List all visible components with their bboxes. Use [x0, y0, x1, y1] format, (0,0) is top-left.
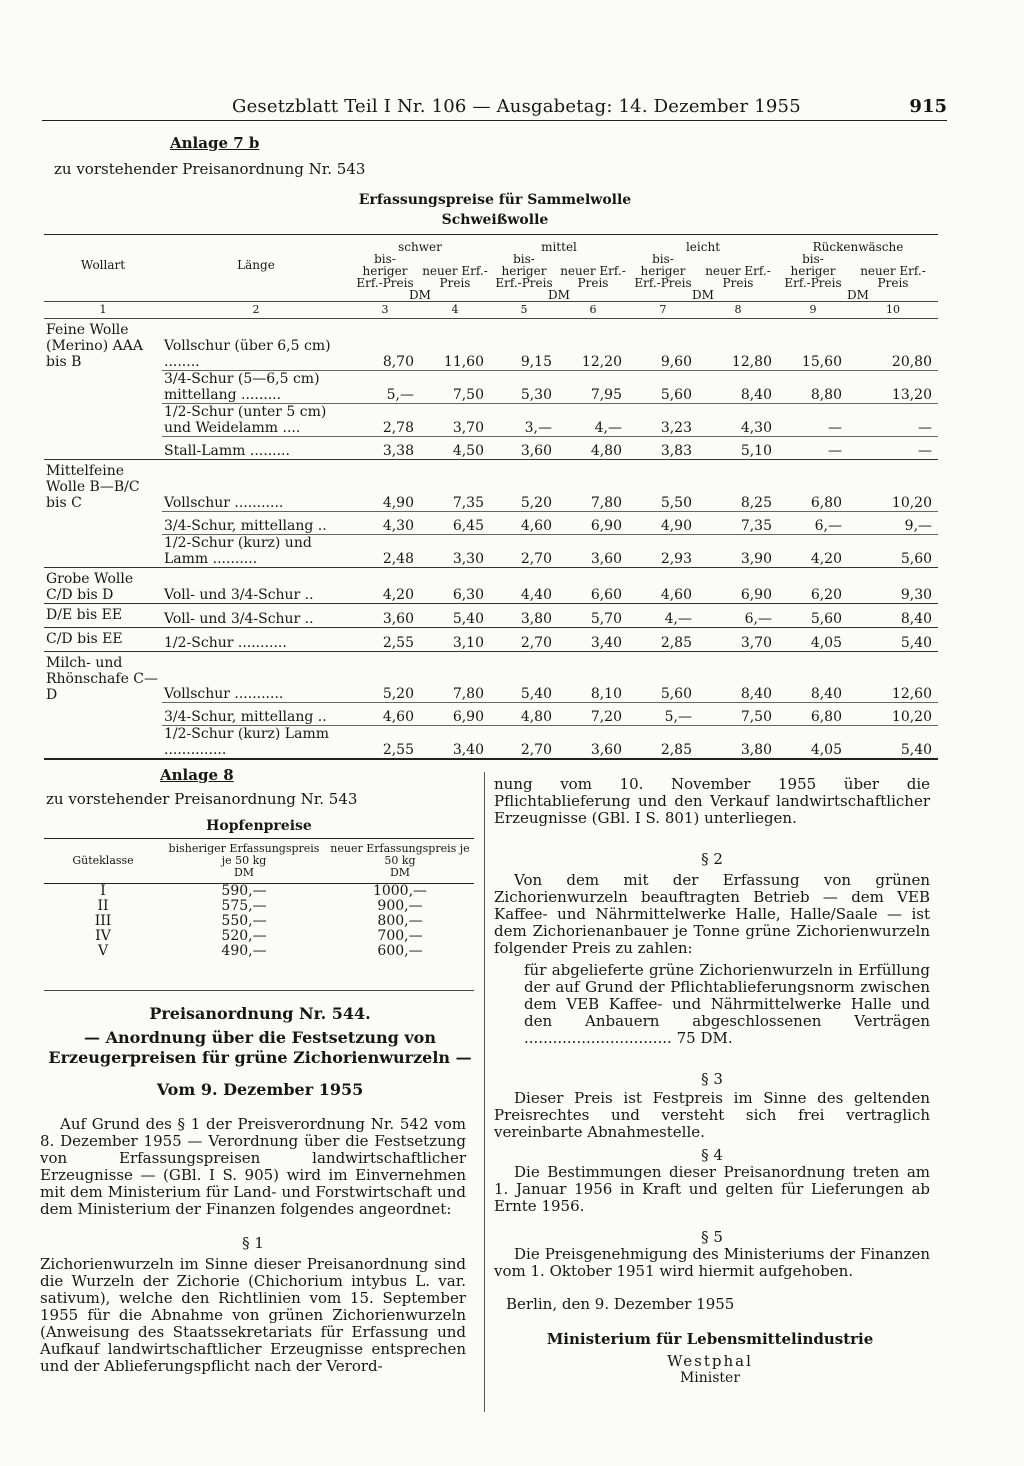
price-cell: 2,55	[350, 627, 420, 651]
ordinance-subtitle-1: — Anordnung über die Festsetzung von	[84, 1028, 436, 1047]
sub-header-new: neuer Erf.-Preis	[860, 264, 926, 290]
price-cell: 8,40	[848, 603, 938, 627]
price-cell: 3,70	[420, 403, 490, 436]
price-cell: 8,70	[382, 353, 414, 370]
ordinance-subtitle-2: Erzeugerpreisen für grüne Zichorienwurzeln —	[48, 1048, 472, 1067]
col-laenge: Länge	[162, 235, 350, 290]
laenge-cell: 3/4-Schur (5—6,5 cm) mittellang .........	[162, 370, 350, 403]
wollart-cell: Grobe Wolle C/D bis D	[44, 567, 162, 603]
klasse-cell: I	[100, 883, 106, 899]
price-cell: 9,60	[660, 353, 692, 370]
laenge-cell: Vollschur ...........	[162, 460, 350, 512]
laenge-cell: Vollschur (über 6,5 cm) ........	[164, 337, 331, 370]
col-new-price-label: neuer Erfassungspreis je 50 kg	[330, 842, 470, 867]
sub-header-old: bis-heriger Erf.-Preis	[495, 252, 553, 290]
price-cell: 4,30	[350, 511, 420, 534]
new-price-cell: 800,—	[377, 913, 423, 929]
ministry-name: Ministerium für Lebensmittelindustrie	[546, 1330, 874, 1348]
price-cell: 12,80	[731, 353, 772, 370]
col-new-price	[326, 839, 474, 884]
currency-label: DM	[389, 866, 411, 879]
currency-label: DM	[409, 288, 431, 302]
price-cell: 5,40	[848, 726, 938, 760]
section-5-title: § 5	[701, 1228, 723, 1246]
ordinance-intro: Auf Grund des § 1 der Preisverordnung Nr. 542 vom 8. Dezember 1955 — Verordnung über die Festsetzung von Erfassungspreisen landwirtschaftlicher Erzeugnisse — (GBl. I S. 905) wird im Einvernehmen mit dem Ministerium für Land- und Forstwirtschaft und dem Ministerium der Finanzen folgendes angeordnet:	[40, 1115, 466, 1218]
price-cell: 12,60	[848, 651, 938, 703]
price-cell: 4,05	[778, 726, 848, 760]
table-row	[44, 914, 474, 929]
wool-price-table	[44, 234, 938, 760]
section-3-title: § 3	[701, 1070, 723, 1088]
old-price-cell: 575,—	[221, 898, 267, 914]
price-cell: 20,80	[891, 353, 933, 370]
section-2-title: § 2	[701, 850, 723, 868]
price-cell: 4,60	[350, 703, 420, 726]
sub-header-new: neuer Erf.-Preis	[560, 264, 626, 290]
sub-header-old: bis-heriger Erf.-Preis	[784, 252, 842, 290]
col-klasse: Güteklasse	[44, 839, 162, 884]
section-1-title: § 1	[242, 1234, 264, 1252]
wollart-cell: Milch- und Rhönschafe C—D	[44, 651, 162, 703]
price-cell: 4,—	[558, 403, 628, 436]
table-row	[44, 319, 938, 371]
wollart-cell	[44, 436, 162, 460]
section-5-text: Die Preisgenehmigung des Ministeriums der Finanzen vom 1. Oktober 1951 wird hiermit aufgehoben.	[494, 1245, 930, 1280]
price-cell: 5,—	[350, 370, 420, 403]
section-rule	[44, 990, 474, 991]
section-1-text: Zichorienwurzeln im Sinne dieser Preisanordnung sind die Wurzeln der Zichorie (Chichorium intybus L. var. sativum), welche den Richtlinien vom 15. September 1955 für die Abnahme von grünen Zichorienwurzeln (Anweisung des Staatssekretariats für Erfassung und Aufkauf landwirtschaftlicher Erzeugnisse entsprechen und der Ablieferungspflicht nach der Verord-	[40, 1255, 466, 1375]
price-cell: 5,40	[420, 603, 490, 627]
table-row	[44, 627, 938, 651]
currency-label: DM	[847, 288, 869, 302]
price-cell: 2,93	[628, 534, 698, 567]
price-cell: 4,05	[778, 627, 848, 651]
signer-title: Minister	[679, 1370, 741, 1386]
price-cell: 6,80	[778, 460, 848, 512]
column-number: 9	[778, 302, 848, 319]
column-divider	[484, 772, 485, 1412]
column-number: 7	[628, 302, 698, 319]
table-row	[44, 567, 938, 603]
laenge-cell: 1/2-Schur (kurz) und Lamm ..........	[162, 534, 350, 567]
wollart-cell	[44, 511, 162, 534]
signer-name: Westphal	[667, 1352, 753, 1370]
new-price-cell: 900,—	[377, 898, 423, 914]
table-row	[44, 884, 474, 900]
price-cell: 3,23	[628, 403, 698, 436]
price-cell: 4,90	[628, 511, 698, 534]
table-row	[44, 703, 938, 726]
column-number: 3	[350, 302, 420, 319]
price-cell: 5,40	[848, 627, 938, 651]
laenge-cell: 1/2-Schur ...........	[162, 627, 350, 651]
klasse-cell: III	[94, 913, 112, 929]
old-price-cell: 550,—	[221, 913, 267, 929]
price-cell: 3,—	[490, 403, 558, 436]
price-cell: —	[848, 403, 938, 436]
price-cell: 8,10	[558, 651, 628, 703]
wollart-cell: D/E bis EE	[44, 603, 162, 627]
new-price-cell: 700,—	[377, 928, 423, 944]
price-cell: —	[778, 403, 848, 436]
section-2-item	[524, 962, 930, 1047]
price-cell: 8,40	[698, 651, 778, 703]
price-cell: 4,60	[490, 511, 558, 534]
column-number: 8	[698, 302, 778, 319]
group-header: leicht	[628, 235, 778, 254]
wollart-cell: Feine Wolle (Merino) AAA bis B	[46, 322, 143, 370]
price-cell: 6,90	[558, 511, 628, 534]
price-cell: 6,60	[558, 567, 628, 603]
price-cell: 2,78	[350, 403, 420, 436]
hops-price-table	[44, 838, 474, 959]
price-cell: 2,70	[490, 627, 558, 651]
table-row	[44, 944, 474, 959]
price-cell: 7,80	[558, 460, 628, 512]
price-cell: 7,35	[420, 460, 490, 512]
price-cell: 6,45	[420, 511, 490, 534]
column-number: 4	[420, 302, 490, 319]
price-cell: 6,—	[778, 511, 848, 534]
price-cell: 8,40	[778, 651, 848, 703]
price-cell: 4,90	[350, 460, 420, 512]
price-cell: 6,90	[420, 703, 490, 726]
price-cell: 2,85	[628, 726, 698, 760]
table-row	[44, 511, 938, 534]
new-price-cell: 600,—	[377, 943, 423, 959]
price-cell: 6,90	[698, 567, 778, 603]
hops-table-body	[44, 884, 474, 960]
anlage7-subtitle: zu vorstehender Preisanordnung Nr. 543	[54, 160, 366, 178]
price-cell: 3,30	[420, 534, 490, 567]
price-cell: —	[778, 436, 848, 460]
laenge-cell: 3/4-Schur, mittellang ..	[162, 703, 350, 726]
table-row	[44, 534, 938, 567]
price-cell: 3,60	[350, 603, 420, 627]
currency-label: DM	[548, 288, 570, 302]
price-cell: 3,70	[698, 627, 778, 651]
price-cell: 3,60	[490, 436, 558, 460]
price-cell: 5,30	[490, 370, 558, 403]
laenge-cell: Voll- und 3/4-Schur ..	[162, 567, 350, 603]
price-cell: 3,40	[420, 726, 490, 760]
price-cell: 3,80	[698, 726, 778, 760]
col-old-price	[162, 839, 326, 884]
price-cell: 13,20	[848, 370, 938, 403]
wollart-cell: C/D bis EE	[44, 627, 162, 651]
ordinance-date: Vom 9. Dezember 1955	[156, 1080, 364, 1099]
price-cell: 2,85	[628, 627, 698, 651]
column-number: 6	[558, 302, 628, 319]
price-cell: 5,20	[350, 651, 420, 703]
price-cell: 3,83	[628, 436, 698, 460]
page-header	[42, 96, 947, 121]
table-row	[44, 436, 938, 460]
laenge-cell: Voll- und 3/4-Schur ..	[162, 603, 350, 627]
price-cell: 8,40	[698, 370, 778, 403]
column-number: 2	[162, 302, 350, 319]
section-2-price: 75 DM.	[676, 1029, 733, 1047]
table-row	[44, 899, 474, 914]
anlage8-subtitle: zu vorstehender Preisanordnung Nr. 543	[46, 790, 358, 808]
price-cell: 10,20	[848, 703, 938, 726]
laenge-cell: 1/2-Schur (kurz) Lamm ..............	[162, 726, 350, 760]
price-cell: 7,95	[558, 370, 628, 403]
price-cell: 4,80	[490, 703, 558, 726]
price-cell: 6,30	[420, 567, 490, 603]
page-number: 915	[909, 96, 947, 117]
place-date: Berlin, den 9. Dezember 1955	[506, 1295, 735, 1313]
price-cell: 2,70	[490, 726, 558, 760]
laenge-cell: Vollschur ...........	[162, 651, 350, 703]
price-cell: 5,10	[698, 436, 778, 460]
klasse-cell: IV	[95, 928, 111, 944]
table-row	[44, 403, 938, 436]
klasse-cell: II	[97, 898, 109, 914]
price-cell: 5,40	[490, 651, 558, 703]
price-cell: 6,—	[698, 603, 778, 627]
price-cell: —	[848, 436, 938, 460]
section-2-item-text: für abgelieferte grüne Zichorienwurzeln in Erfüllung der auf Grund der Pflichtablieferungsnorm zwischen dem VEB Kaffee- und Nährmittelwerke Halle und den Anbauern abgeschlossenen Verträgen ...............................	[524, 961, 930, 1047]
group-header: schwer	[350, 235, 490, 254]
wollart-cell	[44, 726, 162, 760]
laenge-cell: Stall-Lamm .........	[162, 436, 350, 460]
table-row	[44, 651, 938, 703]
group-header: mittel	[490, 235, 628, 254]
column-number: 1	[44, 302, 162, 319]
new-price-cell: 1000,—	[372, 883, 428, 899]
price-cell: 4,80	[558, 436, 628, 460]
price-cell: 3,38	[350, 436, 420, 460]
table-row	[44, 929, 474, 944]
wollart-cell	[44, 370, 162, 403]
price-cell: 7,35	[698, 511, 778, 534]
wollart-cell: Mittelfeine Wolle B—B/C bis C	[44, 460, 162, 512]
group-header: Rückenwäsche	[778, 235, 938, 254]
price-cell: 4,20	[350, 567, 420, 603]
price-cell: 3,10	[420, 627, 490, 651]
price-cell: 9,30	[848, 567, 938, 603]
price-cell: 4,60	[628, 567, 698, 603]
price-cell: 4,20	[778, 534, 848, 567]
price-cell: 9,15	[520, 353, 552, 370]
column-number: 5	[490, 302, 558, 319]
sub-header-old: bis-heriger Erf.-Preis	[634, 252, 692, 290]
price-cell: 5,20	[490, 460, 558, 512]
price-cell: 4,50	[420, 436, 490, 460]
anlage7-title: Anlage 7 b	[170, 134, 260, 152]
price-cell: 3,80	[490, 603, 558, 627]
price-cell: 12,20	[581, 353, 622, 370]
col-old-price-label: bisheriger Erfassungspreis je 50 kg	[168, 842, 320, 867]
price-cell: 4,—	[628, 603, 698, 627]
wollart-cell	[44, 534, 162, 567]
table-row	[44, 603, 938, 627]
price-cell: 4,30	[698, 403, 778, 436]
sub-header-new: neuer Erf.-Preis	[422, 264, 488, 290]
wool-table-subtitle: Schweißwolle	[441, 212, 549, 228]
price-cell: 7,50	[698, 703, 778, 726]
table-row	[44, 726, 938, 760]
price-cell: 5,50	[628, 460, 698, 512]
column-number: 10	[848, 302, 938, 319]
price-cell: 5,60	[628, 370, 698, 403]
section-2-text: Von dem mit der Erfassung von grünen Zichorienwurzeln beauftragten Betrieb — dem VEB Kaffee- und Nährmittelwerke Halle, Halle/Saale — ist dem Zichorienanbauer je Tonne grüne Zichorienwurzeln folgender Preis zu zahlen:	[494, 871, 930, 957]
currency-label: DM	[692, 288, 714, 302]
old-price-cell: 520,—	[221, 928, 267, 944]
old-price-cell: 590,—	[221, 883, 267, 899]
currency-label: DM	[233, 866, 255, 879]
price-cell: 3,90	[698, 534, 778, 567]
price-cell: 2,48	[350, 534, 420, 567]
section-4-text: Die Bestimmungen dieser Preisanordnung treten am 1. Januar 1956 in Kraft und gelten für Lieferungen ab Ernte 1956.	[494, 1163, 930, 1215]
price-cell: 2,70	[490, 534, 558, 567]
price-cell: 15,60	[801, 353, 842, 370]
laenge-cell: 3/4-Schur, mittellang ..	[162, 511, 350, 534]
col-wollart: Wollart	[44, 235, 162, 290]
sub-header-new: neuer Erf.-Preis	[705, 264, 771, 290]
price-cell: 5,60	[628, 651, 698, 703]
price-cell: 7,50	[420, 370, 490, 403]
sub-header-old: bis-heriger Erf.-Preis	[356, 252, 414, 290]
ordinance-title: Preisanordnung Nr. 544.	[149, 1004, 371, 1023]
price-cell: 6,80	[778, 703, 848, 726]
price-cell: 9,—	[848, 511, 938, 534]
klasse-cell: V	[97, 943, 109, 959]
wollart-cell	[44, 703, 162, 726]
table-row	[44, 460, 938, 512]
price-cell: 7,20	[558, 703, 628, 726]
price-cell: 3,60	[558, 726, 628, 760]
laenge-cell: 1/2-Schur (unter 5 cm) und Weidelamm ....	[162, 403, 350, 436]
price-cell: 5,70	[558, 603, 628, 627]
price-cell: 10,20	[848, 460, 938, 512]
price-cell: 4,40	[490, 567, 558, 603]
price-cell: 7,80	[420, 651, 490, 703]
price-cell: 5,60	[848, 534, 938, 567]
wollart-cell	[44, 403, 162, 436]
table-end-rule	[300, 758, 936, 760]
price-cell: 8,25	[698, 460, 778, 512]
section-3-text: Dieser Preis ist Festpreis im Sinne des geltenden Preisrechtes und versteht sich frei vertraglich vereinbarte Abnahmestelle.	[494, 1089, 930, 1141]
price-cell: 3,40	[558, 627, 628, 651]
hops-table-title: Hopfenpreise	[206, 818, 312, 834]
old-price-cell: 490,—	[221, 943, 267, 959]
section-4-title: § 4	[701, 1146, 723, 1164]
header-title: Gesetzblatt Teil I Nr. 106 — Ausgabetag: 14. Dezember 1955	[232, 96, 801, 117]
price-cell: 6,20	[778, 567, 848, 603]
price-cell: 3,60	[558, 534, 628, 567]
wool-table-title: Erfassungspreise für Sammelwolle	[358, 192, 632, 208]
wool-table-body	[44, 319, 938, 760]
section-1-continued: nung vom 10. November 1955 über die Pflichtablieferung und den Verkauf landwirtschaftlicher Erzeugnisse (GBl. I S. 801) unterliegen.	[494, 775, 930, 827]
table-row	[44, 370, 938, 403]
price-cell: 11,60	[443, 353, 484, 370]
price-cell: 5,—	[628, 703, 698, 726]
price-cell: 8,80	[778, 370, 848, 403]
price-cell: 5,60	[778, 603, 848, 627]
anlage8-title: Anlage 8	[160, 766, 234, 784]
price-cell: 2,55	[350, 726, 420, 760]
